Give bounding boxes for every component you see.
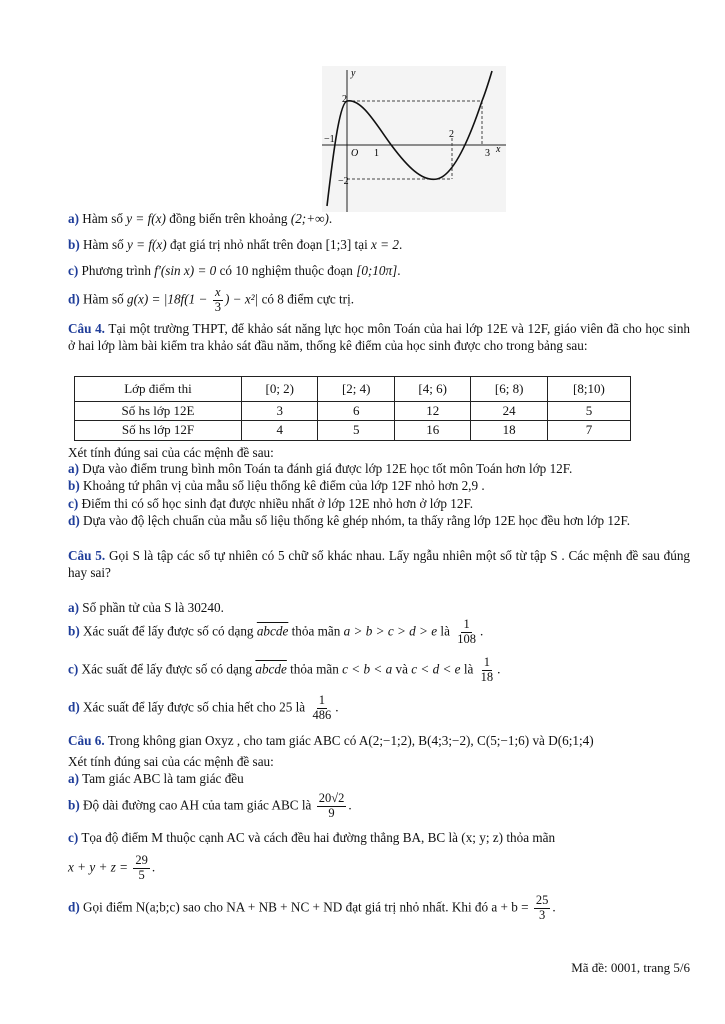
- q4-item-b: b) Khoảng tứ phân vị của mẫu số liệu thống kê điểm của lớp 12F nhỏ hơn 2,9 .: [68, 478, 485, 493]
- q6-intro: Xét tính đúng sai của các mệnh đề sau:: [68, 754, 274, 769]
- q6-statement: Câu 6. Trong không gian Oxyz , cho tam giác ABC có A(2;−1;2), B(4;3;−2), C(5;−1;6) và D(6;1;4): [68, 733, 594, 748]
- table-header-row: [75, 377, 631, 402]
- table-cell: 5: [547, 402, 630, 421]
- q4-item-a: a) Dựa vào điểm trung bình môn Toán ta đánh giá được lớp 12E học tốt môn Toán hơn lớp 12F.: [68, 461, 573, 476]
- q4-item-d: d) Dựa vào độ lệch chuẩn của mẫu số liệu thống kê ghép nhóm, ta thấy rằng lớp 12E học đều hơn lớp 12F.: [68, 513, 631, 528]
- exam-page: [68, 0, 690, 1024]
- score-table: [74, 376, 631, 441]
- q5-item-c: c) Xác suất để lấy được số có dạng abcde thỏa mãn c < b < a và c < d < e là $\frac{1}{18}$ .: [68, 655, 501, 684]
- table-cell: 12: [394, 402, 470, 421]
- tick-x-neg1: −1: [324, 134, 335, 145]
- table-header-cell: Lớp điểm thi: [75, 377, 242, 402]
- q5-item-a: a) Số phần tử của S là 30240.: [68, 600, 224, 615]
- cubic-function-graph: [322, 66, 506, 212]
- q6-item-a: a) Tam giác ABC là tam giác đều: [68, 771, 244, 786]
- table-cell: Số hs lớp 12E: [75, 402, 242, 421]
- q3-item-b: b) Hàm số y = f(x) đạt giá trị nhỏ nhất trên đoạn [1;3] tại x = 2.: [68, 237, 403, 252]
- graph-background: [322, 66, 506, 212]
- tick-y-neg2: −2: [338, 176, 349, 187]
- q3-item-a: a) Hàm số y = f(x) đồng biến trên khoảng (2;+∞).: [68, 211, 333, 226]
- table-header-cell: [0; 2): [242, 377, 318, 402]
- q4-item-c: c) Điểm thi có số học sinh đạt được nhiều nhất ở lớp 12E nhỏ hơn ở lớp 12F.: [68, 496, 474, 511]
- fraction-1-18: $\frac{1}{18}$: [480, 655, 494, 684]
- q5-item-d: d) Xác suất để lấy được số chia hết cho 25 là $\frac{1}{486}$ .: [68, 693, 339, 722]
- q6-item-d: d) Gọi điểm N(a;b;c) sao cho NA + NB + NC + ND đạt giá trị nhỏ nhất. Khi đó a + b = $\frac{25}{3}$ .: [68, 893, 556, 922]
- tick-x-2: 2: [449, 129, 454, 140]
- q6-item-c: c) Tọa độ điểm M thuộc cạnh AC và cách đều hai đường thẳng BA, BC là (x; y; z) thỏa mãn: [68, 830, 556, 845]
- tick-y-2: 2: [342, 94, 347, 105]
- fraction-1-108: $\frac{1}{108}$: [457, 617, 476, 646]
- q6-item-b: b) Độ dài đường cao AH của tam giác ABC là $\frac{20√2}{9}$ .: [68, 791, 352, 820]
- table-row: [75, 402, 631, 421]
- q3-item-c: c) Phương trình f′(sin x) = 0 có 10 nghiệm thuộc đoạn [0;10π].: [68, 263, 401, 278]
- table-cell: 6: [318, 402, 394, 421]
- fraction-29-5: $\frac{29}{5}$: [135, 853, 148, 882]
- q4-statement: Câu 4. Tại một trường THPT, để khảo sát năng lực học môn Toán của hai lớp 12E và 12F, giáo viên đã cho học sinh ở hai lớp làm bài kiểm tra khảo sát đầu năm, thống kê điểm của học sinh được cho trong bảng sau:: [68, 321, 691, 353]
- table-header-cell: [4; 6): [394, 377, 470, 402]
- table-header-cell: [6; 8): [471, 377, 547, 402]
- table-header-cell: [2; 4): [318, 377, 394, 402]
- page-footer: Mã đề: 0001, trang 5/6: [571, 960, 690, 975]
- table-cell: 18: [471, 421, 547, 440]
- table-row: [75, 421, 631, 440]
- table-cell: 16: [394, 421, 470, 440]
- q3-item-d: d) Hàm số g(x) = |18f(1 − $\frac{x}{3}$ ) − x²| có 8 điểm cực trị.: [68, 285, 355, 314]
- fraction-1-486: $\frac{1}{486}$: [312, 693, 332, 722]
- table-cell: 5: [318, 421, 394, 440]
- x-axis-label: x: [496, 144, 501, 155]
- fraction-x-over-3: $\frac{x}{3}$: [214, 285, 221, 314]
- q6-item-c-line2: x + y + z = $\frac{29}{5}$ .: [68, 853, 156, 882]
- table-cell: 4: [242, 421, 318, 440]
- fraction-20sqrt2-9: $\frac{20√2}{9}$: [318, 791, 345, 820]
- origin-label: O: [351, 148, 359, 159]
- table-cell: 24: [471, 402, 547, 421]
- tick-x-1: 1: [374, 148, 379, 159]
- table-cell: 3: [242, 402, 318, 421]
- q5-item-b: b) Xác suất để lấy được số có dạng abcde thỏa mãn a > b > c > d > e là $\frac{1}{108}$ .: [68, 617, 484, 646]
- table-header-cell: [8;10): [547, 377, 630, 402]
- tick-x-3: 3: [485, 148, 490, 159]
- fraction-25-3: $\frac{25}{3}$: [535, 893, 549, 922]
- table-cell: Số hs lớp 12F: [75, 421, 242, 440]
- q4-intro: Xét tính đúng sai của các mệnh đề sau:: [68, 445, 274, 460]
- table-cell: 7: [547, 421, 630, 440]
- y-axis-label: y: [351, 68, 356, 79]
- q5-statement: Câu 5. Gọi S là tập các số tự nhiên có 5 chữ số khác nhau. Lấy ngẫu nhiên một số từ tập S . Các mệnh đề sau đúng hay sai?: [68, 548, 691, 580]
